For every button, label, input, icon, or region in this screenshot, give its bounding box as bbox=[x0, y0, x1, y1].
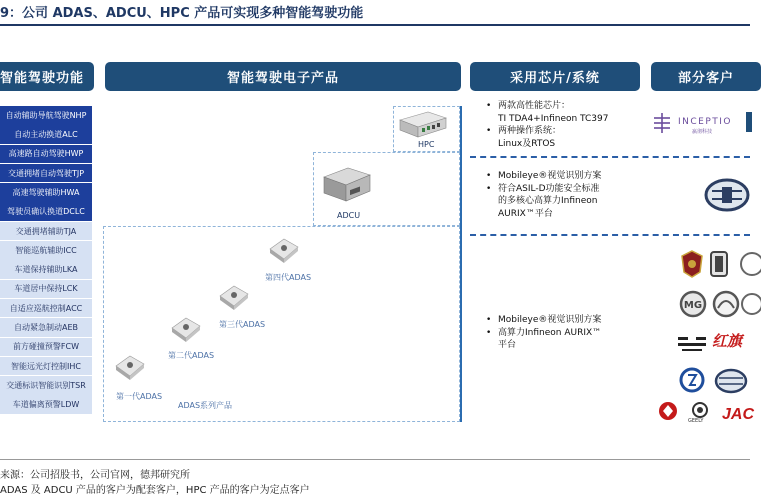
header-customers: 部分客户 bbox=[651, 62, 761, 91]
figure-title: 9：公司 ADAS、ADCU、HPC 产品可实现多种智能驾驶功能 bbox=[0, 6, 364, 21]
function-item: 交通标识智能识别TSR bbox=[0, 376, 92, 395]
inceptio-logo bbox=[652, 110, 742, 140]
hpc-device-image bbox=[398, 110, 448, 144]
svg-text:MG: MG bbox=[683, 300, 703, 311]
footer-divider bbox=[0, 459, 750, 460]
source-text: 来源：公司招股书，公司官网，德邦研究所 bbox=[0, 470, 190, 481]
hpc-label: HPC bbox=[418, 140, 435, 149]
changan-blue-logo bbox=[679, 367, 705, 397]
adcu-chip-line: AURIX™平台 bbox=[498, 208, 553, 219]
function-item: 前方碰撞预警FCW bbox=[0, 338, 92, 357]
geely-text: GEELY bbox=[688, 418, 704, 424]
function-item: 高速路自动驾驶HWP bbox=[0, 145, 92, 164]
adas-chip-info: • Mobileye®视觉识别方案 • 高算力Infineon AURIX™ 平台 bbox=[486, 315, 602, 350]
function-item: 驾驶员确认换道DCLC bbox=[0, 202, 92, 221]
adcu-device-image bbox=[320, 165, 372, 209]
faw-logo-2 bbox=[714, 368, 748, 398]
partial-logo bbox=[738, 252, 752, 280]
adcu-label: ADCU bbox=[337, 211, 361, 220]
region-divider bbox=[460, 106, 462, 422]
adas-gen2-label: 第二代ADAS bbox=[168, 351, 215, 360]
header-products: 智能驾驶电子产品 bbox=[105, 62, 461, 91]
function-item: 自动辅助导航驾驶NHP bbox=[0, 106, 92, 125]
adas-gen2-image bbox=[170, 316, 202, 348]
wheel-logo bbox=[712, 290, 740, 322]
function-item: 车道保持辅助LKA bbox=[0, 260, 92, 279]
hpc-chip-line: 两种操作系统： bbox=[498, 126, 562, 136]
function-item: 自动紧急制动AEB bbox=[0, 318, 92, 337]
adcu-chip-info: • Mobileye®视觉识别方案 • 符合ASIL-D功能安全标准 的多核心高算力Infineon AURIX™平台 bbox=[486, 171, 602, 219]
function-item: 交通拥堵自动驾驶TJP bbox=[0, 164, 92, 183]
mg-logo bbox=[679, 290, 707, 322]
adas-chip-line: 高算力Infineon AURIX™ bbox=[498, 327, 602, 338]
adas-series-label: ADAS系列产品 bbox=[178, 401, 233, 410]
chip-separator bbox=[470, 234, 750, 236]
chip-separator bbox=[470, 156, 750, 158]
svg-text:嬴彻科技: 嬴彻科技 bbox=[692, 129, 713, 135]
function-item: 自适应巡航控制ACC bbox=[0, 299, 92, 318]
function-item: 智能巡航辅助ICC bbox=[0, 241, 92, 260]
function-item: 车道居中保持LCK bbox=[0, 280, 92, 299]
hongqi-logo bbox=[712, 330, 742, 351]
hpc-chip-line: TI TDA4+Infineon TC397 bbox=[498, 113, 609, 124]
hpc-chip-info: • 两款高性能芯片： TI TDA4+Infineon TC397 • 两种操作系统： Linux及RTOS bbox=[486, 101, 609, 149]
function-item: 交通拥堵辅助TJA bbox=[0, 222, 92, 241]
roewe-logo bbox=[708, 250, 730, 282]
adcu-chip-line: Mobileye®视觉识别方案 bbox=[498, 171, 602, 181]
adas-chip-line: Mobileye®视觉识别方案 bbox=[498, 315, 602, 325]
hpc-chip-line: 两款高性能芯片： bbox=[498, 101, 571, 111]
cropped-logo bbox=[746, 112, 752, 132]
faw-logo bbox=[704, 178, 750, 216]
svg-text:INCEPTIO: INCEPTIO bbox=[678, 117, 733, 127]
hongqi-text: 红旗 bbox=[712, 332, 743, 350]
function-item: 车道偏离预警LDW bbox=[0, 395, 92, 414]
adas-gen1-label: 第一代ADAS bbox=[116, 392, 163, 401]
function-list bbox=[0, 106, 92, 415]
adas-gen3-label: 第三代ADAS bbox=[219, 320, 266, 329]
function-item: 高速驾驶辅助HWA bbox=[0, 183, 92, 202]
partial-logo bbox=[740, 292, 752, 320]
geely-logo bbox=[685, 401, 715, 429]
adcu-chip-line: 符合ASIL-D功能安全标准 bbox=[498, 183, 600, 194]
geely-red-logo bbox=[657, 400, 679, 426]
adas-gen4-label: 第四代ADAS bbox=[265, 273, 312, 282]
changan-logo bbox=[680, 250, 704, 282]
adas-gen3-image bbox=[218, 284, 250, 316]
title-divider bbox=[0, 24, 750, 26]
note-text: ADAS 及 ADCU 产品的客户为配套客户，HPC 产品的客户为定点客户 bbox=[0, 485, 310, 496]
hpc-chip-line: Linux及RTOS bbox=[498, 138, 556, 149]
hycan-logo bbox=[676, 334, 708, 360]
adcu-chip-line: 的多核心高算力Infineon bbox=[498, 196, 598, 206]
function-item: 自动主动换道ALC bbox=[0, 125, 92, 144]
adas-chip-line: 平台 bbox=[498, 340, 517, 350]
jac-logo bbox=[722, 404, 754, 424]
header-functions: 智能驾驶功能 bbox=[0, 62, 94, 91]
adas-gen1-image bbox=[114, 354, 146, 386]
header-chips: 采用芯片/系统 bbox=[470, 62, 640, 91]
function-item: 智能远光灯控制IHC bbox=[0, 357, 92, 376]
jac-text: JAC bbox=[722, 406, 755, 423]
adas-gen4-image bbox=[268, 237, 300, 269]
